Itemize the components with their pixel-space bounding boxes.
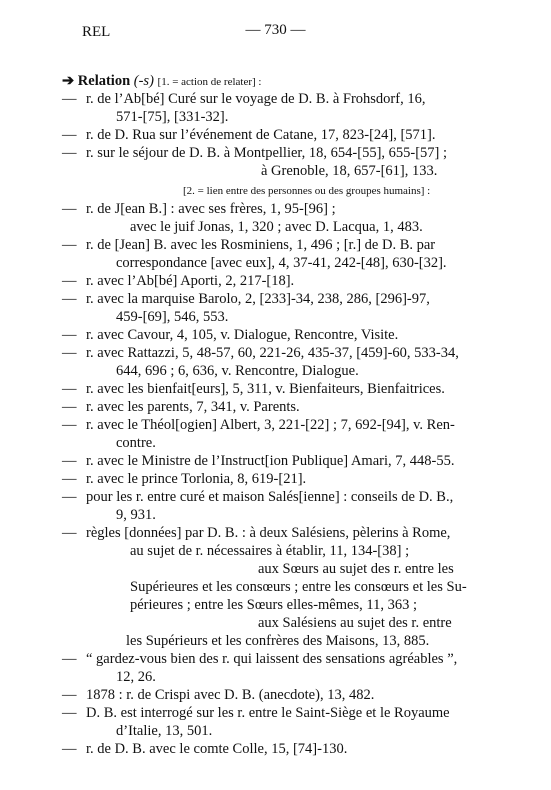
list-item: — “ gardez-vous bien des r. qui laissent des sensations agréables ”,: [62, 651, 458, 667]
running-head-left: REL: [82, 24, 111, 40]
plural-form: (-s): [133, 73, 154, 89]
list-item-cont: contre.: [116, 435, 156, 451]
list-item-cont: d’Italie, 13, 501.: [116, 723, 213, 739]
list-item-cont: avec le juif Jonas, 1, 320 ; avec D. Lacqua, 1, 483.: [130, 219, 423, 235]
list-item: — r. de l’Ab[bé] Curé sur le voyage de D. B. à Frohsdorf, 16,: [62, 91, 426, 107]
sense-1: [1. = action de relater] :: [157, 76, 262, 88]
list-item: — r. avec l’Ab[bé] Aporti, 2, 217-[18].: [62, 273, 295, 289]
list-item: — r. avec les parents, 7, 341, v. Parents.: [62, 399, 300, 415]
headword-line: [62, 72, 261, 91]
list-item: — r. de [Jean] B. avec les Rosminiens, 1, 496 ; [r.] de D. B. par: [62, 237, 436, 253]
sense-2: [2. = lien entre des personnes ou des groupes humains] :: [183, 185, 431, 197]
list-item-cont: périeures ; entre les Sœurs elles-mêmes, 11, 363 ;: [130, 597, 417, 613]
list-item-cont: 459-[69], 546, 553.: [116, 309, 229, 325]
list-item: — r. avec Rattazzi, 5, 48-57, 60, 221-26, 435-37, [459]-60, 533-34,: [62, 345, 459, 361]
list-item-cont: aux Sœurs au sujet des r. entre les: [258, 561, 454, 577]
list-item: — r. avec le Théol[ogien] Albert, 3, 221-[22] ; 7, 692-[94], v. Ren-: [62, 417, 455, 433]
list-item-cont: 644, 696 ; 6, 636, v. Rencontre, Dialogue.: [116, 363, 359, 379]
page-number: — 730 —: [245, 22, 306, 38]
list-item: — r. avec Cavour, 4, 105, v. Dialogue, Rencontre, Visite.: [62, 327, 399, 343]
list-item-cont: à Grenoble, 18, 657-[61], 133.: [261, 163, 438, 179]
list-item: — r. avec le Ministre de l’Instruct[ion Publique] Amari, 7, 448-55.: [62, 453, 455, 469]
list-item: — r. de D. B. avec le comte Colle, 15, [74]-130.: [62, 741, 348, 757]
list-item: — D. B. est interrogé sur les r. entre le Saint-Siège et le Royaume: [62, 705, 450, 721]
list-item: — règles [données] par D. B. : à deux Salésiens, pèlerins à Rome,: [62, 525, 451, 541]
list-item-cont: 571-[75], [331-32].: [116, 109, 229, 125]
list-item: — r. de J[ean B.] : avec ses frères, 1, 95-[96] ;: [62, 201, 336, 217]
list-item-cont: aux Salésiens au sujet des r. entre: [258, 615, 452, 631]
headword: Relation: [77, 73, 131, 89]
list-item-cont: au sujet de r. nécessaires à établir, 11, 134-[38] ;: [130, 543, 410, 559]
list-item: — r. de D. Rua sur l’événement de Catane, 17, 823-[24], [571].: [62, 127, 436, 143]
list-item-cont: correspondance [avec eux], 4, 37-41, 242-[48], 630-[32].: [116, 255, 447, 271]
list-item: — r. avec le prince Torlonia, 8, 619-[21].: [62, 471, 307, 487]
arrow-icon: ➔: [62, 73, 75, 89]
list-item: — r. sur le séjour de D. B. à Montpellier, 18, 654-[55], 655-[57] ;: [62, 145, 448, 161]
list-item: — 1878 : r. de Crispi avec D. B. (anecdote), 13, 482.: [62, 687, 375, 703]
list-item-cont: 9, 931.: [116, 507, 156, 523]
list-item-cont: Supérieures et les consœurs ; entre les consœurs et les Su-: [130, 579, 467, 595]
list-item: — r. avec la marquise Barolo, 2, [233]-34, 238, 286, [296]-97,: [62, 291, 430, 307]
list-item-cont: 12, 26.: [116, 669, 156, 685]
list-item: — r. avec les bienfait[eurs], 5, 311, v. Bienfaiteurs, Bienfaitrices.: [62, 381, 445, 397]
list-item-cont: les Supérieurs et les confrères des Maisons, 13, 885.: [126, 633, 430, 649]
list-item: — pour les r. entre curé et maison Salés[ienne] : conseils de D. B.,: [62, 489, 454, 505]
